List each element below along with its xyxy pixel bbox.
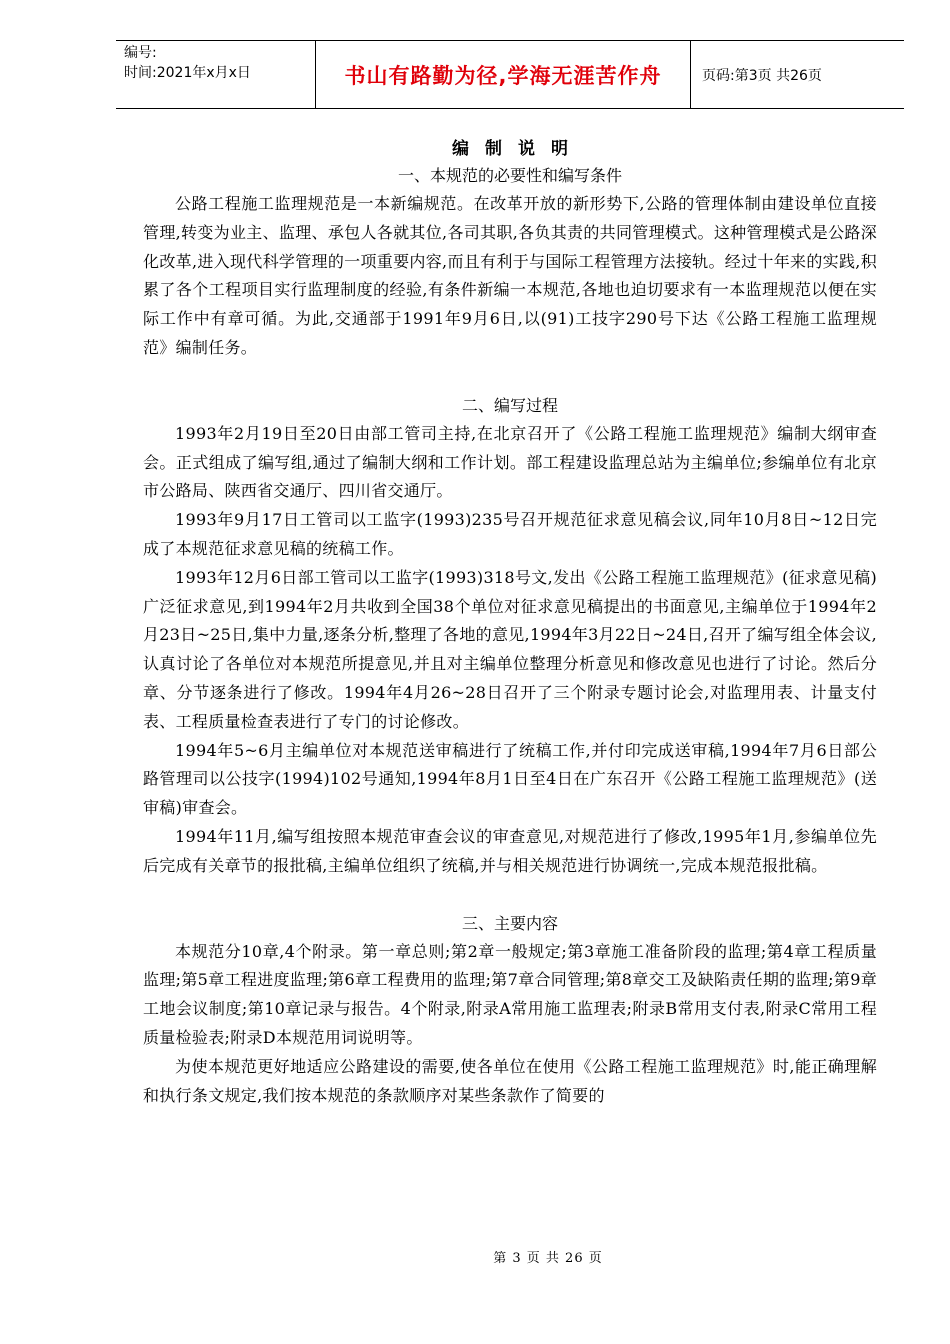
page-header: [116, 40, 904, 109]
section-heading: 三、主要内容: [461, 913, 558, 933]
document-time-label: 时间:2021年x月x日: [124, 65, 251, 81]
document-body: [143, 136, 877, 1110]
section-necessity: [143, 162, 877, 363]
header-divider: [690, 41, 691, 108]
paragraph: 1993年2月19日至20日由部工管司主持,在北京召开了《公路工程施工监理规范》编制大纲审查会。正式组成了编写组,通过了编制大纲和工作计划。部工程建设监理总站为主编单位;参编单位有北京市公路局、陕西省交通厅、四川省交通厅。: [143, 423, 877, 501]
document-number-label: 编号:: [124, 45, 157, 61]
paragraph: 为使本规范更好地适应公路建设的需要,使各单位在使用《公路工程施工监理规范》时,能正确理解和执行条文规定,我们按本规范的条款顺序对某些条款作了简要的: [143, 1056, 877, 1105]
paragraph: 1994年11月,编写组按照本规范审查会议的审查意见,对规范进行了修改,1995年1月,参编单位先后完成有关章节的报批稿,主编单位组织了统稿,并与相关规范进行协调统一,完成本规范报批稿。: [143, 826, 877, 875]
page-footer: 第 3 页 共 26 页: [493, 1251, 603, 1266]
header-meta: [124, 43, 314, 83]
paragraph: 1994年5~6月主编单位对本规范送审稿进行了统稿工作,并付印完成送审稿,1994年7月6日部公路管理司以公技字(1994)102号通知,1994年8月1日至4日在广东召开《公路工程施工监理规范》(送审稿)审查会。: [143, 740, 877, 818]
paragraph: 公路工程施工监理规范是一本新编规范。在改革开放的新形势下,公路的管理体制由建设单位直接管理,转变为业主、监理、承包人各就其位,各司其职,各负其责的共同管理模式。这种管理模式是公路深化改革,进入现代科学管理的一项重要内容,而且有利于与国际工程管理方法接轨。经过十年来的实践,积累了各个工程项目实行监理制度的经验,有条件新编一本规范,各地也迫切要求有一本监理规范以便在实际工作中有章可循。为此,交通部于1991年9月6日,以(91)工技字290号下达《公路工程施工监理规范》编制任务。: [143, 194, 877, 357]
paragraph: 1993年9月17日工管司以工监字(1993)235号召开规范征求意见稿会议,同年10月8日~12日完成了本规范征求意见稿的统稿工作。: [143, 510, 877, 558]
document-title: 编制说明: [452, 139, 584, 159]
paragraph: 1993年12月6日部工管司以工监字(1993)318号文,发出《公路工程施工监理规范》(征求意见稿)广泛征求意见,到1994年2月共收到全国38个单位对征求意见稿提出的书面意见,主编单位于1994年2月23日~25日,集中力量,逐条分析,整理了各地的意见,1994年3月22日~24日,召开了编写组全体会议,认真讨论了各单位对本规范所提意见,并且对主编单位整理分析意见和修改意见也进行了讨论。然后分章、分节逐条进行了修改。1994年4月26~28日召开了三个附录专题讨论会,对监理用表、计量支付表、工程质量检查表进行了专门的讨论修改。: [143, 567, 877, 731]
header-motto: 书山有路勤为径,学海无涯苦作舟: [344, 63, 662, 88]
paragraph: 本规范分10章,4个附录。第一章总则;第2章一般规定;第3章施工准备阶段的监理;第4章工程质量监理;第5章工程进度监理;第6章工程费用的监理;第7章合同管理;第8章交工及缺陷责任期的监理;第9章工地会议制度;第10章记录与报告。4个附录,附录A常用施工监理表;附录B常用支付表,附录C常用工程质量检验表;附录D本规范用词说明等。: [143, 941, 877, 1047]
section-heading: 一、本规范的必要性和编写条件: [397, 166, 622, 185]
section-process: [143, 392, 877, 881]
section-heading: 二、编写过程: [461, 395, 558, 415]
header-page-number: 页码:第3页 共26页: [702, 67, 822, 84]
section-main-content: [143, 910, 877, 1111]
